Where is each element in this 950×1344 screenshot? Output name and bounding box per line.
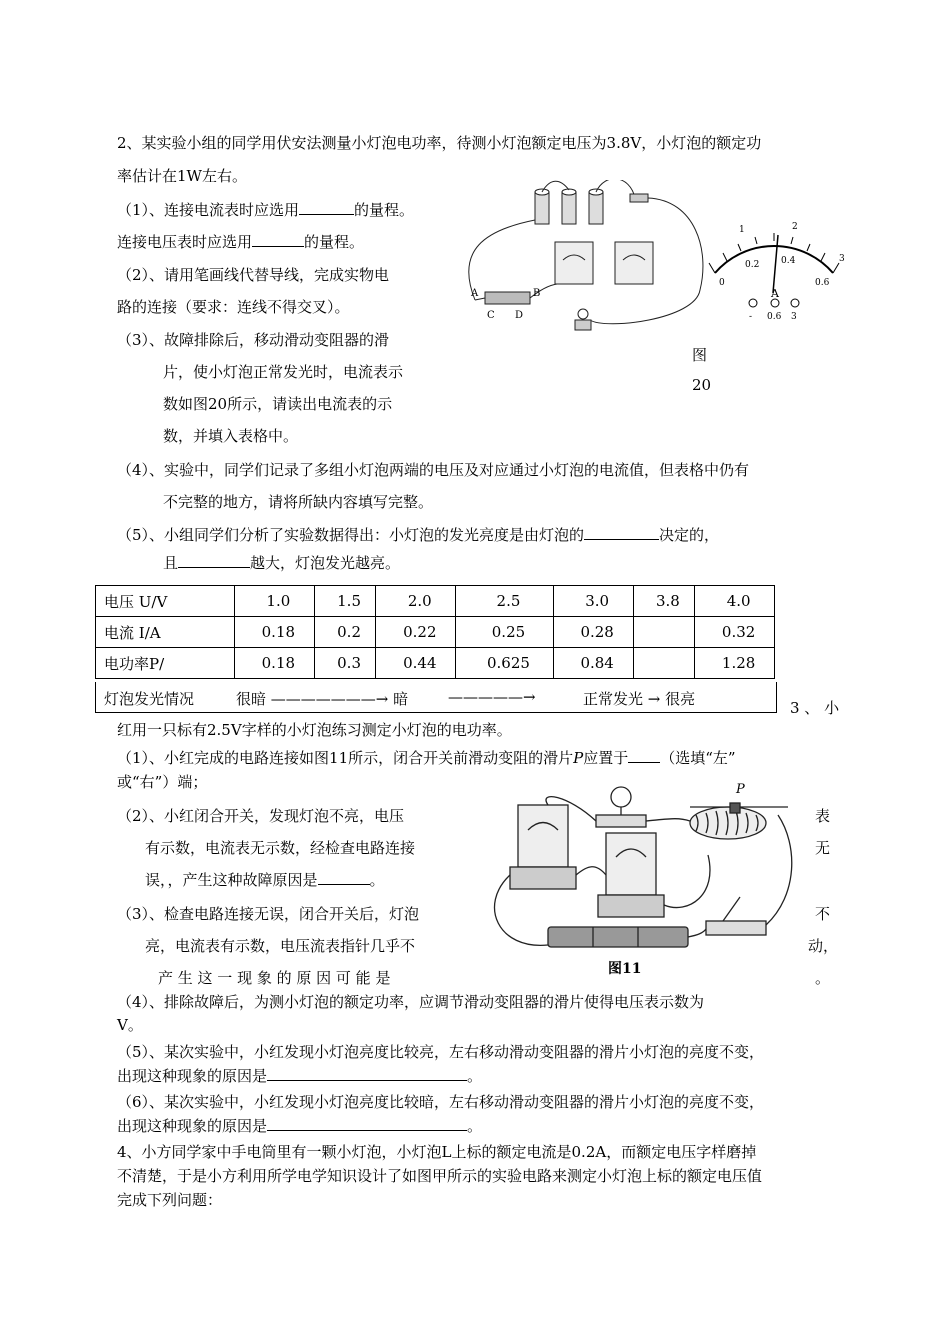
- bulb-icon: [578, 309, 588, 319]
- voltmeter: [615, 242, 653, 284]
- table-cell: 0.84: [553, 648, 633, 679]
- table-cell: 0.18: [235, 648, 315, 679]
- rheostat: [485, 292, 530, 304]
- post-label-0: -: [749, 312, 753, 322]
- q2-part3d: 数，并填入表格中。: [163, 427, 299, 445]
- q3-part2c: 误，，产生这种故障原因是 。: [145, 871, 385, 889]
- table-cell: 1.5: [314, 586, 376, 617]
- battery-pack: [548, 927, 688, 947]
- q2-part2b: 路的连接（要求：连线不得交叉）。: [117, 298, 350, 316]
- q2-part5a: （5）、小组同学们分析了实验数据得出：小灯泡的发光亮度是由灯泡的 决定的，: [117, 526, 720, 544]
- table-cell: 0.625: [456, 648, 554, 679]
- answer-blank[interactable]: [318, 870, 370, 885]
- q3-part2b: 有示数，电流表无示数，经检查电路连接: [145, 839, 416, 857]
- terminal-d-label: D: [515, 310, 524, 321]
- answer-blank[interactable]: [178, 553, 250, 568]
- table-cell: 2.0: [376, 586, 456, 617]
- dial-tick-1: 1: [739, 225, 745, 235]
- terminal-post: [771, 299, 779, 307]
- q2-part1: （1）、连接电流表时应选用 的量程。: [117, 201, 415, 219]
- bulb-icon: [611, 787, 631, 807]
- table-cell: 0.44: [376, 648, 456, 679]
- terminal-c-label: C: [487, 310, 495, 321]
- dial-sub-1: 0.4: [781, 256, 796, 266]
- dial-tick-0: 0: [719, 278, 725, 288]
- dial-sub-0: 0.2: [745, 260, 760, 270]
- table-cell[interactable]: [633, 648, 695, 679]
- q3-part6a: （6）、某次实验中，小红发现小灯泡亮度比较暗，左右移动滑动变阻器的滑片小灯泡的亮度不变，: [117, 1093, 765, 1111]
- table-cell: 4.0: [695, 586, 775, 617]
- row-label: 电流 I/A: [96, 617, 235, 648]
- q3-part5a: （5）、某次实验中，小红发现小灯泡亮度比较亮，左右移动滑动变阻器的滑片小灯泡的亮度不变，: [117, 1043, 765, 1061]
- q3-part3b: 亮，电流表有示数，电压流表指针几乎不: [145, 937, 416, 955]
- table-cell: 1.0: [235, 586, 315, 617]
- q2-line1: 2、某实验小组的同学用伏安法测量小灯泡电功率，待测小灯泡额定电压为3.8V，小灯泡的额定功: [117, 134, 762, 152]
- voltmeter: [606, 833, 656, 895]
- terminal-a-label: A: [471, 288, 479, 299]
- answer-blank[interactable]: [299, 200, 354, 215]
- table-cell: 3.8: [633, 586, 695, 617]
- q3-part6b: 出现这种现象的原因是 。: [117, 1117, 483, 1135]
- glow-progress-1: 很暗 ———————→ 暗: [236, 690, 409, 708]
- q3-part4b: V。: [117, 1016, 143, 1034]
- dial-tick-3: 3: [839, 254, 845, 264]
- dial-needle: [773, 235, 778, 293]
- terminal-post: [749, 299, 757, 307]
- dial-tick-2: 2: [792, 222, 798, 232]
- table-cell: 1.28: [695, 648, 775, 679]
- q3-part3c-right: 。: [815, 969, 831, 987]
- dial-sub-2: 0.6: [815, 278, 830, 288]
- fig20-label-1: 图: [692, 346, 708, 364]
- q3-part2a-right: 表: [815, 807, 831, 825]
- glow-row-label: 灯泡发光情况: [104, 690, 195, 708]
- fig11-caption: 图11: [608, 961, 642, 977]
- dial-ticks: [709, 233, 839, 273]
- q3-part4a: （4）、排除故障后，为测小灯泡的额定功率，应调节滑动变阻器的滑片使得电压表示数为: [117, 993, 705, 1011]
- table-cell: 0.3: [314, 648, 376, 679]
- battery-cell: [535, 192, 549, 224]
- table-row: [96, 648, 775, 679]
- ammeter: [518, 805, 568, 867]
- q2-part3a: （3）、故障排除后，移动滑动变阻器的滑: [117, 331, 390, 349]
- switch: [630, 194, 648, 202]
- glow-progress-3: 正常发光 → 很亮: [583, 690, 696, 708]
- dial-unit: A: [771, 287, 779, 300]
- table-cell: 0.18: [235, 617, 315, 648]
- q2-part4a: （4）、实验中，同学们记录了多组小灯泡两端的电压及对应通过小灯泡的电流值，但表格中仍有: [117, 461, 750, 479]
- q3-heading-tail: 3 、 小: [790, 699, 840, 717]
- q4-line3: 完成下列问题：: [117, 1191, 223, 1209]
- q2-part3c: 数如图20所示，请读出电流表的示: [163, 395, 393, 413]
- answer-blank[interactable]: [628, 748, 660, 763]
- glow-row: [95, 682, 777, 713]
- bulb-base: [575, 320, 591, 330]
- q3-part3a-right: 不: [815, 905, 831, 923]
- answer-blank[interactable]: [584, 525, 659, 540]
- q3-part3c: 产 生 这 一 现 象 的 原 因 可 能 是: [158, 969, 391, 987]
- bulb-base: [596, 815, 646, 827]
- glow-progress-2: —————→: [448, 688, 536, 706]
- table-cell: 0.32: [695, 617, 775, 648]
- q2-line2: 率估计在1W左右。: [117, 167, 247, 185]
- circuit-diagram-q2: [455, 180, 715, 350]
- q3-part1: （1）、小红完成的电路连接如图11所示，闭合开关前滑动变阻的滑片P应置于 （选填“左”: [117, 749, 736, 767]
- terminal-b-label: B: [533, 288, 541, 299]
- fig20-label-2: 20: [692, 376, 712, 394]
- switch: [706, 921, 766, 935]
- q2-part4b: 不完整的地方，请将所缺内容填写完整。: [163, 493, 434, 511]
- row-label: 电功率P/: [96, 648, 235, 679]
- ammeter-dial: [705, 215, 850, 325]
- q4-line1: 4、小方同学家中手电筒里有一颗小灯泡，小灯泡L上标的额定电流是0.2A，而额定电压字样磨掉: [117, 1143, 757, 1161]
- slider-p-label: P: [736, 782, 745, 797]
- post-label-1: 0.6: [767, 312, 782, 322]
- q3-line1: 红用一只标有2.5V字样的小灯泡练习测定小灯泡的电功率。: [117, 721, 512, 739]
- q3-part5b: 出现这种现象的原因是 。: [117, 1067, 483, 1085]
- ammeter: [555, 242, 593, 284]
- q3-part3b-right: 动，: [808, 937, 839, 955]
- table-row: [96, 586, 775, 617]
- answer-blank[interactable]: [252, 232, 304, 247]
- row-label: 电压 U/V: [96, 586, 235, 617]
- slider-p: [730, 803, 740, 813]
- q2-part5b: 且 越大，灯泡发光越亮。: [163, 554, 401, 572]
- q2-part2a: （2）、请用笔画线代替导线，完成实物电: [117, 266, 390, 284]
- battery-cell: [562, 192, 576, 224]
- table-cell[interactable]: [633, 617, 695, 648]
- table-cell: 2.5: [456, 586, 554, 617]
- q3-part1b: 或“右”）端；: [117, 773, 208, 791]
- battery-cell: [589, 192, 603, 224]
- table-cell: 0.25: [456, 617, 554, 648]
- post-label-2: 3: [791, 312, 797, 322]
- table-cell: 0.28: [553, 617, 633, 648]
- table-cell: 3.0: [553, 586, 633, 617]
- circuit-diagram-fig11: [478, 775, 803, 985]
- table-row: [96, 617, 775, 648]
- data-table: [95, 585, 775, 679]
- q3-part3a: （3）、检查电路连接无误，闭合开关后，灯泡: [117, 905, 420, 923]
- q2-part1-voltage: 连接电压表时应选用 的量程。: [117, 233, 365, 251]
- q3-part2a: （2）、小红闭合开关，发现灯泡不亮，电压: [117, 807, 405, 825]
- answer-blank[interactable]: [267, 1066, 467, 1081]
- q4-line2: 不清楚，于是小方利用所学电学知识设计了如图甲所示的实验电路来测定小灯泡上标的额定电压值: [117, 1167, 763, 1185]
- q2-part3b: 片，使小灯泡正常发光时，电流表示: [163, 363, 404, 381]
- table-cell: 0.22: [376, 617, 456, 648]
- answer-blank[interactable]: [267, 1116, 467, 1131]
- q3-part2b-right: 无: [815, 839, 831, 857]
- terminal-post: [791, 299, 799, 307]
- table-cell: 0.2: [314, 617, 376, 648]
